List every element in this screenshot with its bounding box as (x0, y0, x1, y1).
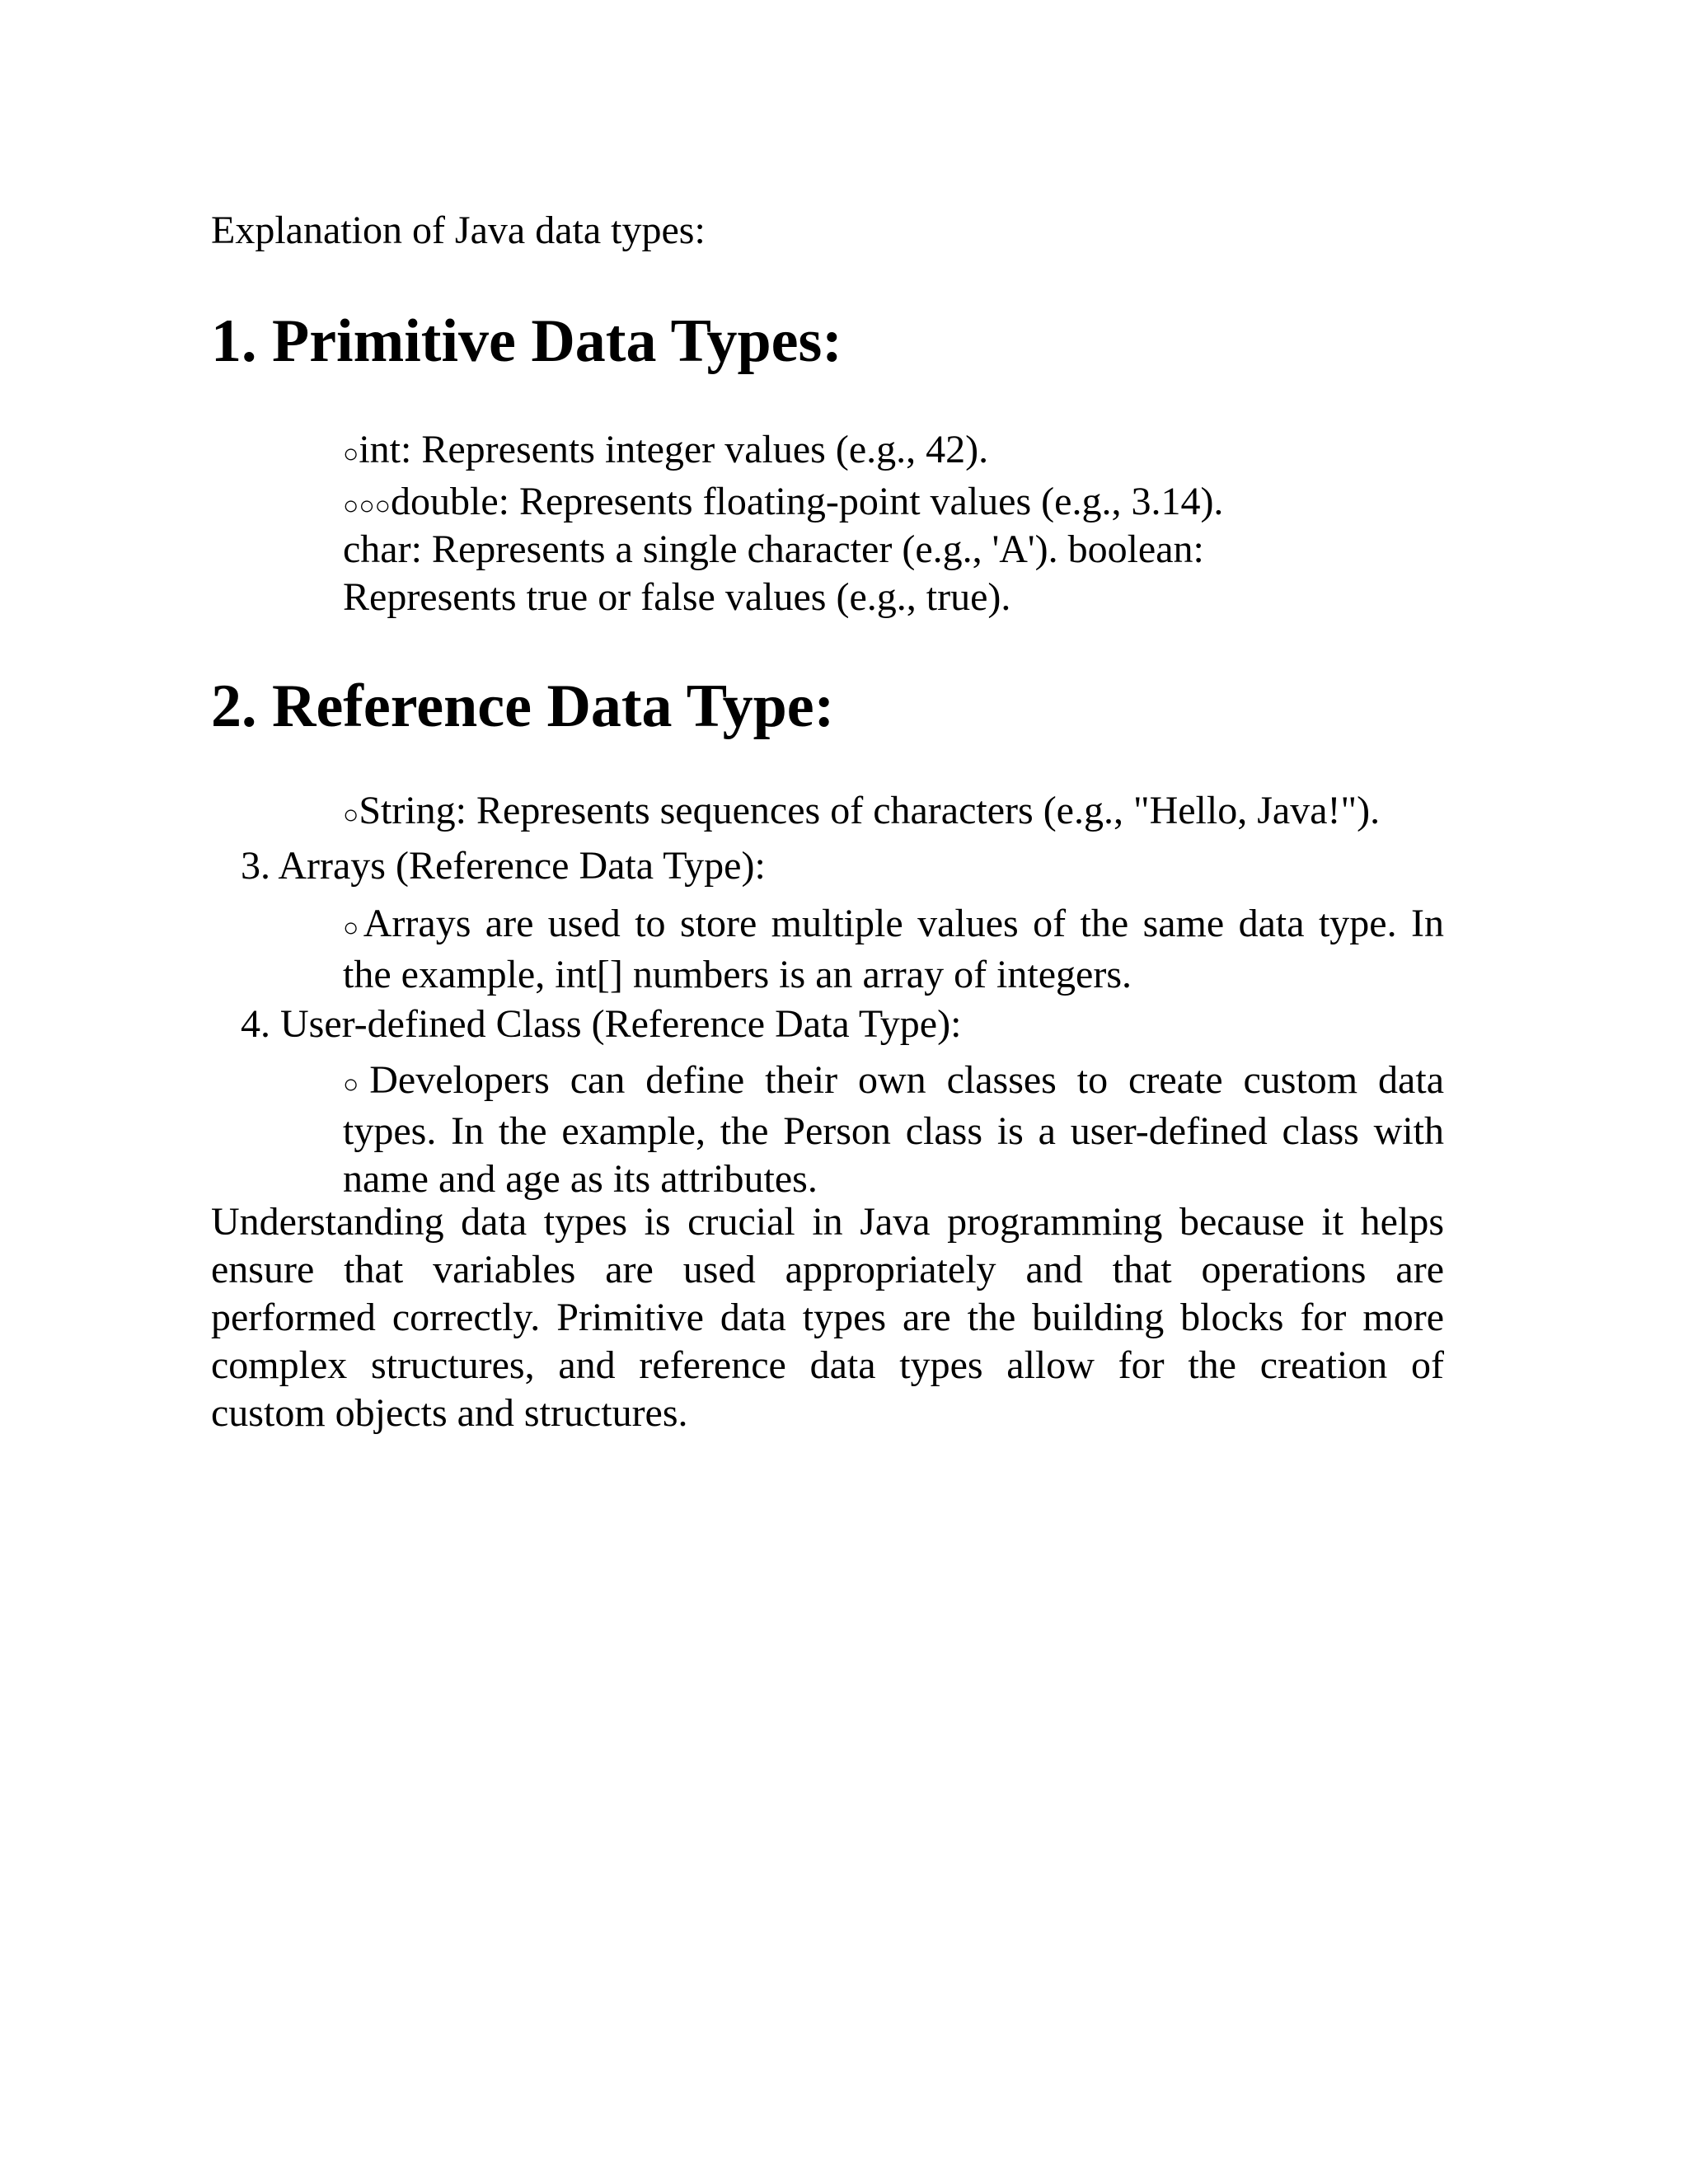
bullet-text: int: Represents integer values (e.g., 42). (359, 428, 989, 471)
section-3-heading: 3. Arrays (Reference Data Type): (241, 844, 766, 888)
intro-text: Explanation of Java data types: (211, 209, 706, 252)
section-4-heading: 4. User-defined Class (Reference Data Type): (241, 1002, 962, 1046)
bullet-text: Arrays are used to store multiple values of the same data type. In (363, 902, 1445, 945)
bullet-item-boolean (343, 574, 1010, 621)
bullet-item-string (343, 787, 1380, 838)
section-1-heading: 1. Primitive Data Types: (211, 307, 842, 375)
bullet-icon: ○ (343, 1069, 370, 1099)
bullet-icon: ○ (343, 799, 359, 829)
bullet-icon: ○ (343, 912, 363, 942)
bullet-item-char (343, 526, 1204, 574)
bullet-text: double: Represents floating-point values (e.g., 3.14). (390, 480, 1224, 523)
conclusion-paragraph (211, 1198, 1444, 1437)
bullet-text: Represents true or false values (e.g., true). (343, 575, 1011, 619)
bullet-icon: ○ (343, 438, 359, 468)
bullet-item-double (343, 478, 1223, 529)
bullet-text: types. In the example, the Person class is a user-defined class with (343, 1109, 1444, 1153)
bullet-text: the example, int[] numbers is an array of integers. (343, 953, 1132, 996)
bullet-item-int (343, 426, 988, 477)
paragraph-line: complex structures, and reference data types allow for the creation of (211, 1343, 1444, 1387)
paragraph-line: Understanding data types is crucial in Java programming because it helps (211, 1200, 1444, 1244)
paragraph-line: performed correctly. Primitive data types are the building blocks for more (211, 1296, 1444, 1339)
section-2-heading: 2. Reference Data Type: (211, 673, 835, 740)
paragraph-line: custom objects and structures. (211, 1391, 688, 1435)
bullet-icon: ○○○ (343, 490, 391, 520)
bullet-text: name and age as its attributes. (343, 1157, 818, 1201)
bullet-text: String: Represents sequences of characters (e.g., "Hello, Java!"). (359, 789, 1381, 832)
bullet-item-user-defined (343, 1057, 1444, 1203)
bullet-text: char: Represents a single character (e.g., 'A'). boolean: (343, 527, 1204, 571)
bullet-text: Developers can define their own classes to create custom data (369, 1058, 1444, 1102)
paragraph-line: ensure that variables are used appropriately and that operations are (211, 1248, 1444, 1291)
bullet-item-arrays (343, 900, 1444, 999)
